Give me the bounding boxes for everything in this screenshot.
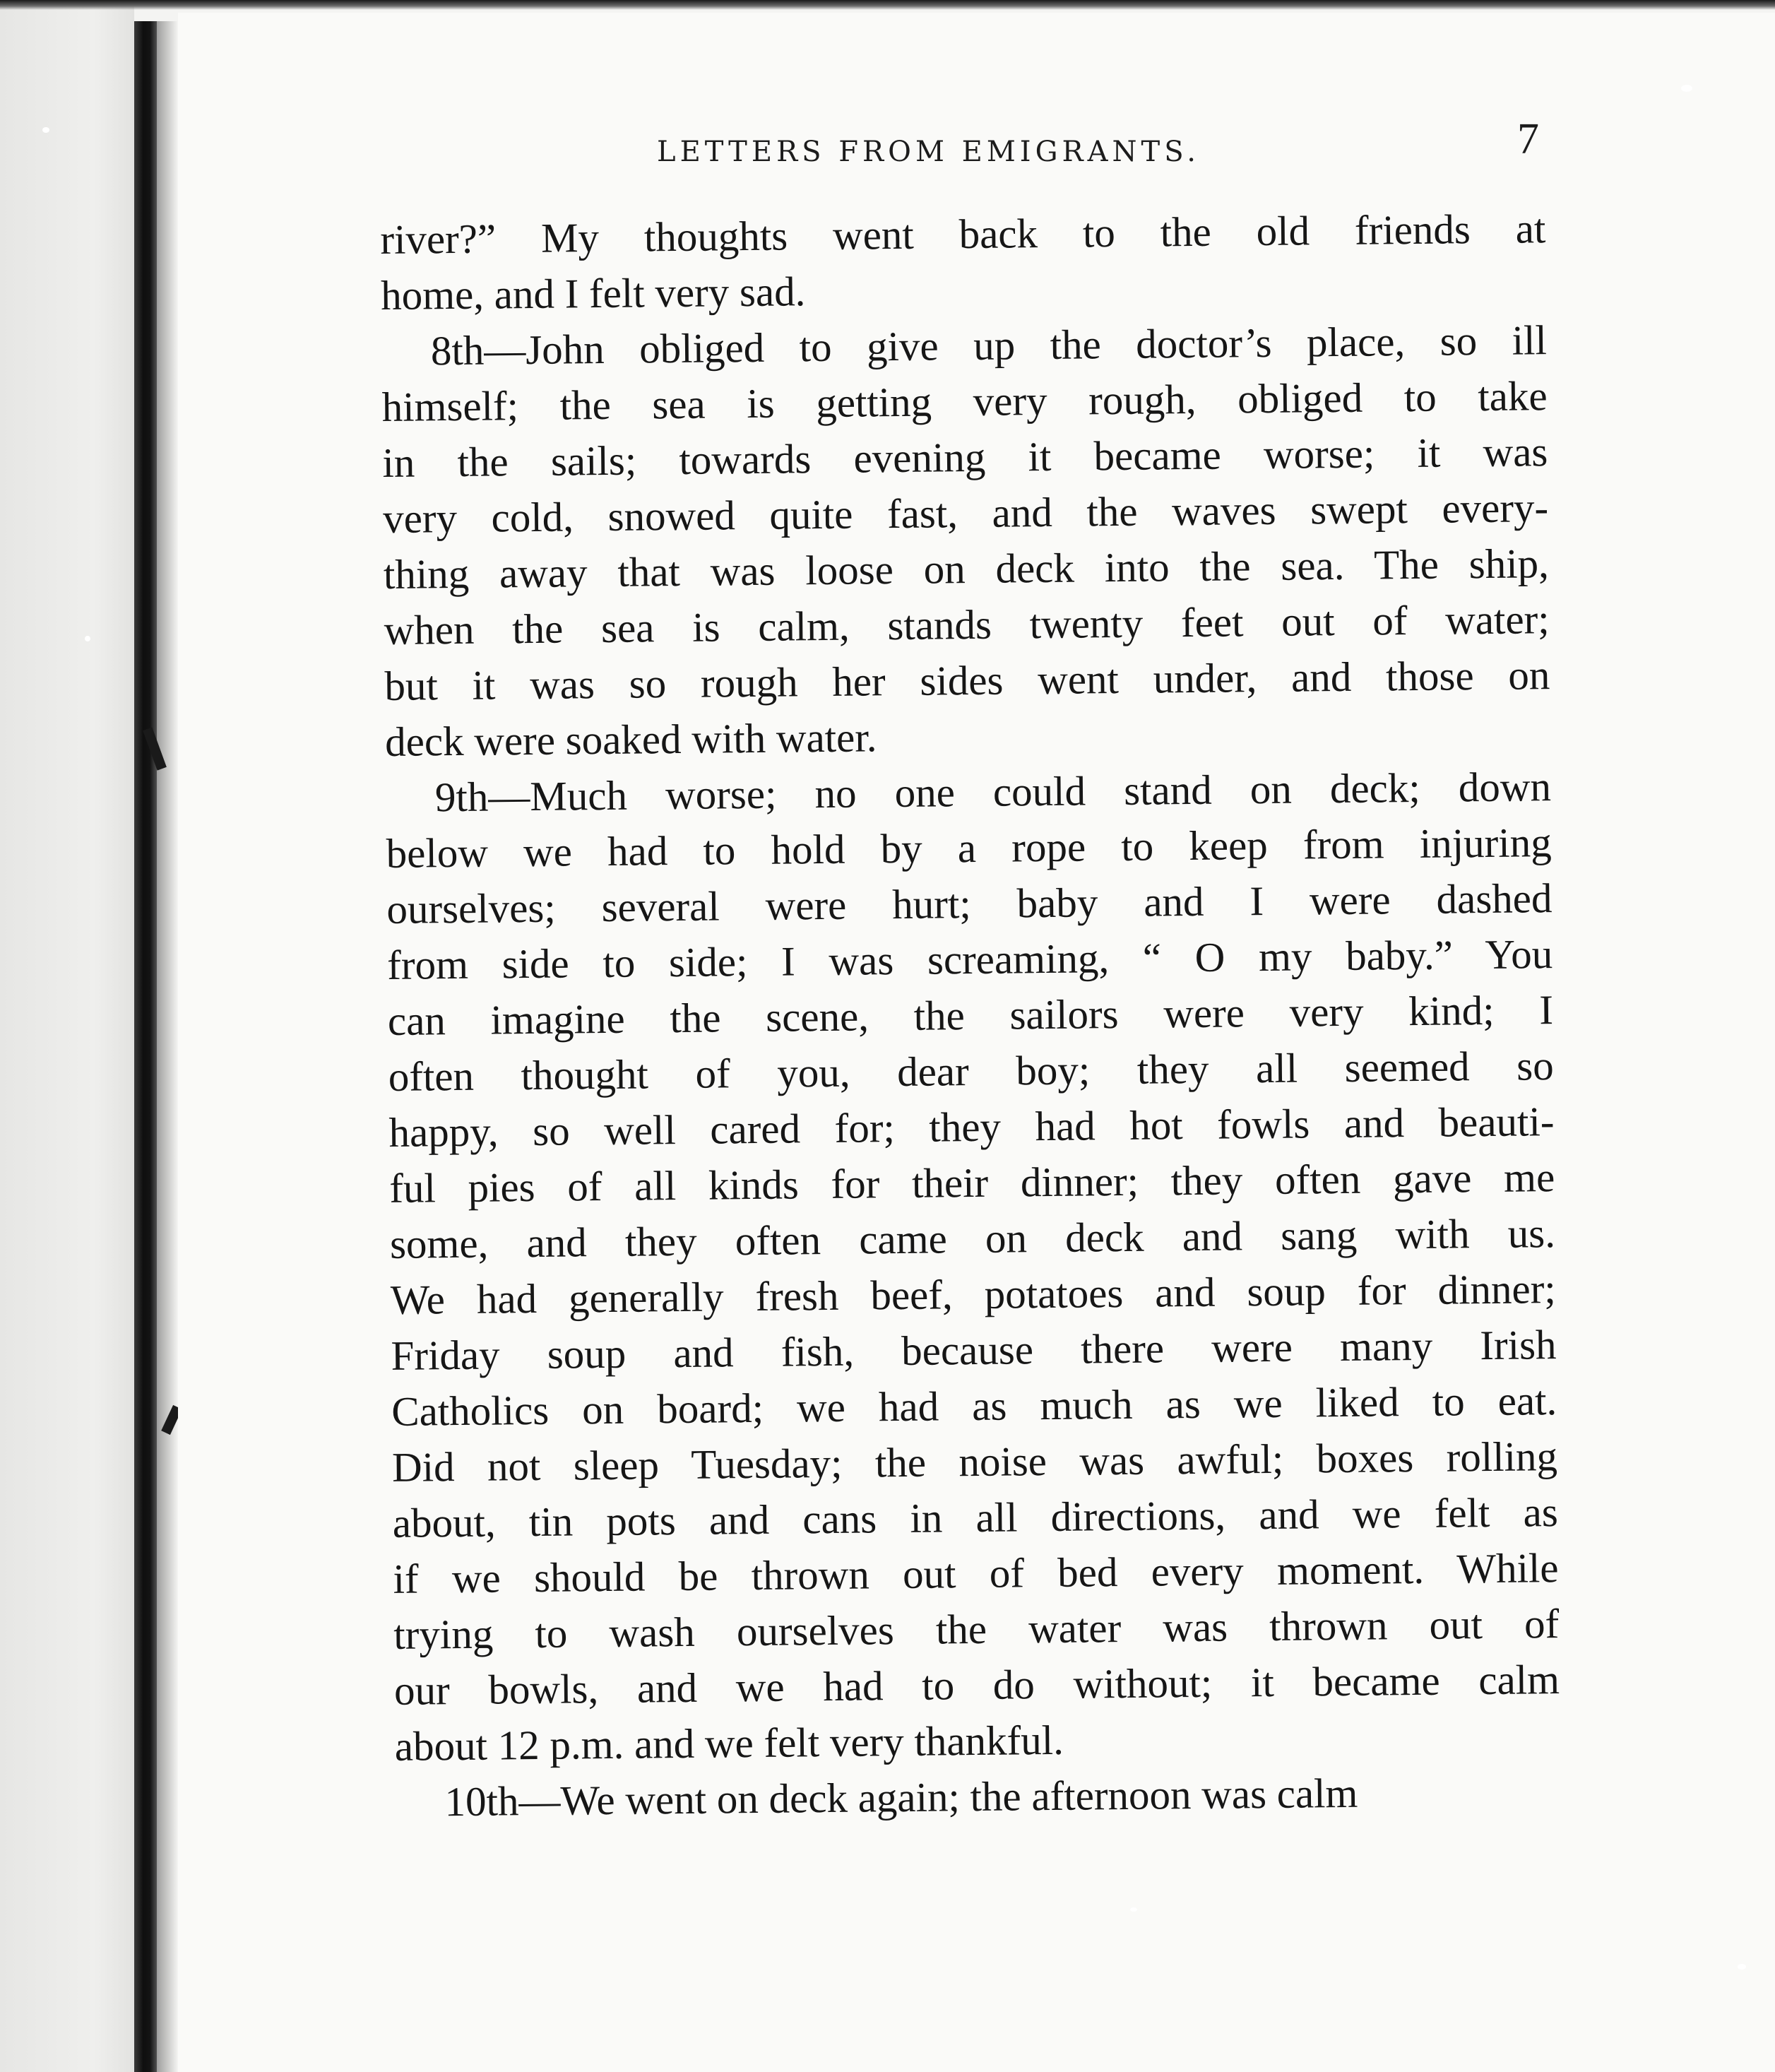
paragraph <box>395 1763 1561 1830</box>
scan-speck <box>85 636 90 641</box>
text-line: ourselves; several were hurt; baby and I were dashed <box>386 875 1553 933</box>
text-line: Did not sleep Tuesday; the noise was awful; boxes rolling <box>391 1433 1558 1491</box>
text-line: ful pies of all kinds for their dinner; they often gave me <box>388 1154 1555 1212</box>
text-line: 10th—We went on deck again; the afternoon was calm <box>444 1769 1358 1825</box>
scan-speck <box>1738 1964 1746 1970</box>
text-line: deck were soaked with water. <box>384 714 877 765</box>
text-line: himself; the sea is getting very rough, obliged to take <box>381 372 1548 430</box>
book-binding-gutter <box>134 21 157 2072</box>
text-line: but it was so rough her sides went under, and those on <box>384 651 1550 709</box>
text-line: some, and they often came on deck and sang with us. <box>389 1209 1556 1267</box>
page-top-edge <box>0 0 1775 10</box>
text-line: very cold, snowed quite fast, and the waves swept every- <box>382 484 1549 542</box>
text-line: 9th—Much worse; no one could stand on deck; down <box>434 763 1552 821</box>
paragraph <box>381 312 1551 770</box>
text-line: about 12 p.m. and we felt very thankful. <box>394 1716 1064 1770</box>
text-line: our bowls, and we had to do without; it became calm <box>393 1656 1560 1714</box>
text-line: often thought of you, dear boy; they all seemed so <box>388 1042 1554 1100</box>
text-line: can imagine the scene, the sailors were very kind; I <box>387 986 1554 1044</box>
scan-speck <box>1130 1907 1137 1912</box>
gutter-shadow <box>157 21 178 2072</box>
scan-speck <box>1681 85 1692 92</box>
paragraph <box>380 201 1546 324</box>
text-line: if we should be thrown out of bed every moment. While <box>393 1544 1559 1602</box>
body-text <box>380 201 1561 1830</box>
text-line: in the sails; towards evening it became worse; it was <box>382 428 1548 486</box>
text-line: trying to wash ourselves the water was thrown out of <box>393 1600 1560 1658</box>
text-line: river?” My thoughts went back to the old friends at <box>380 205 1546 263</box>
text-line: We had generally fresh beef, potatoes and soup for dinner; <box>390 1265 1557 1323</box>
text-line: about, tin pots and cans in all directions, and we felt as <box>392 1488 1559 1546</box>
text-line: happy, so well cared for; they had hot fowls and beauti- <box>388 1098 1555 1156</box>
text-line: Friday soup and fish, because there were many Irish <box>391 1321 1557 1379</box>
text-line: Catholics on board; we had as much as we liked to eat. <box>391 1377 1557 1435</box>
text-line: home, and I felt very sad. <box>380 268 806 319</box>
running-title: LETTERS FROM EMIGRANTS. <box>657 136 1200 168</box>
facing-page-margin <box>0 0 134 2072</box>
scan-speck <box>42 127 49 133</box>
text-line: from side to side; I was screaming, “ O my baby.” You <box>386 930 1553 988</box>
text-line: thing away that was loose on deck into the sea. The ship, <box>383 540 1550 598</box>
text-line: when the sea is calm, stands twenty feet out of water; <box>384 596 1550 653</box>
page-number: 7 <box>1517 115 1539 163</box>
text-line: 8th—John obliged to give up the doctor’s place, so ill <box>430 316 1548 374</box>
text-line: below we had to hold by a rope to keep from injuring <box>386 819 1552 877</box>
paragraph <box>386 759 1561 1775</box>
